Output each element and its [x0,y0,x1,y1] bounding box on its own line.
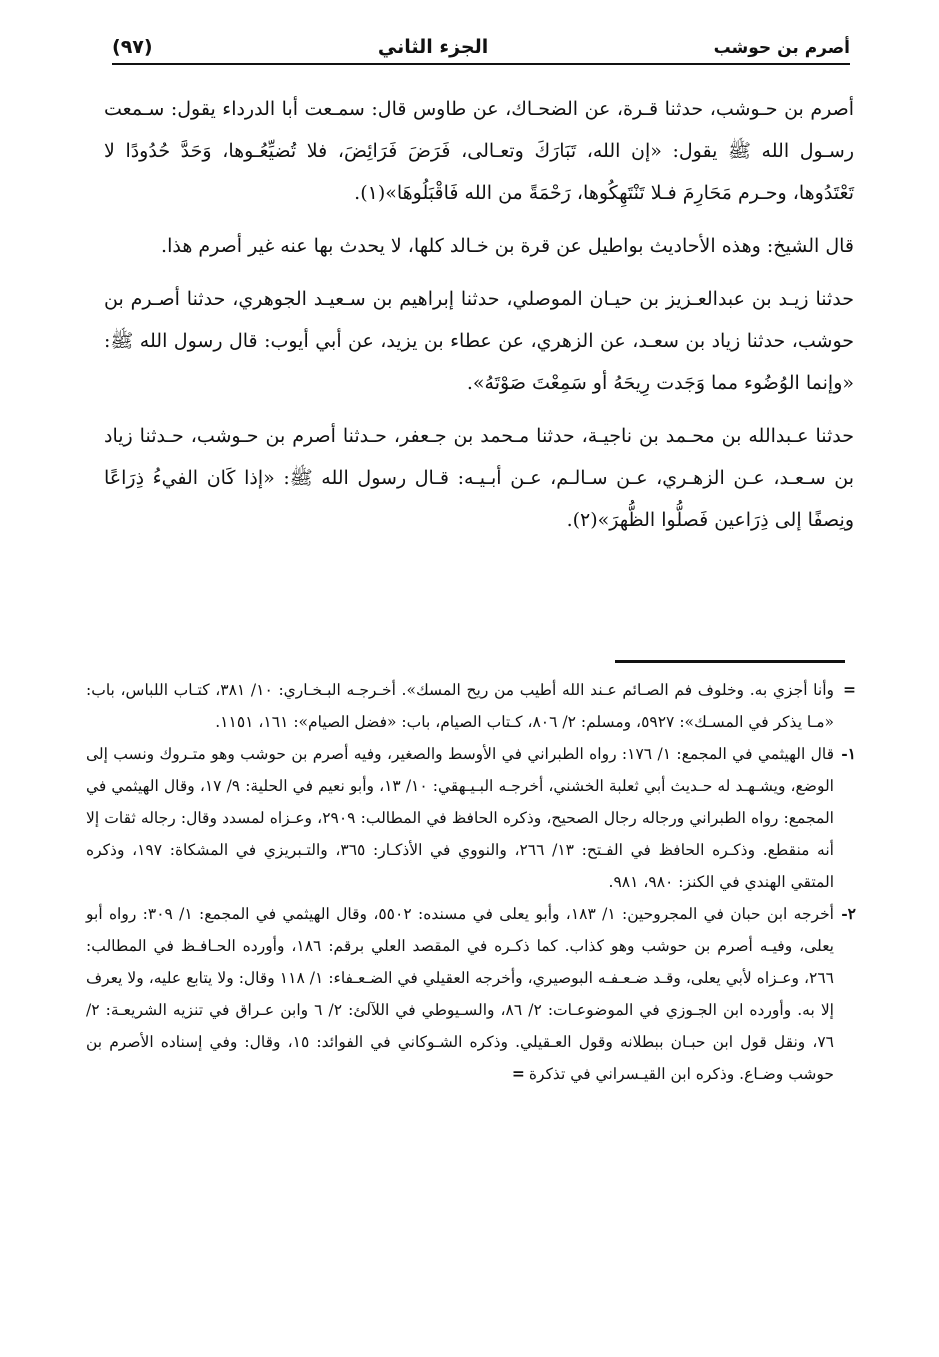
main-text [104,88,854,552]
part-title: الجزء الثاني [377,36,489,58]
footnote-text: قال الهيثمي في المجمع: ١/ ١٧٦: رواه الطبراني في الأوسط والصغير، وفيه أصرم بن حوشب وهو متـروك ونسب إلى الوضع، ويشـهـد له حـديث أبي ثعلبة الخشني، أخرجـه البـيـهقي: ١٠/ ١٣، وأبو نعيم في الحلية: ٩/ ١٧، وقال الهيثمي في المجمع: رواه الطبراني ورجاله رجال الصحيح، وذكره الحافظ في المطالب: ٢٩٠٩، وعـزاه لمسدد وقال: رجاله ثقات إلا أنه منقطع. وذكـره الحافظ في الفـتح: ١٣/ ٢٦٦، والنووي في الأذكـار: ٣٦٥، والتـبريزي في المشكاة: ١٩٧، وذكره المتقي الهندي في الكنز: ٩٨٠، ٩٨١. [86,745,834,891]
paragraph: أصرم بن حـوشب، حدثنا قـرة، عن الضحـاك، عن طاوس قال: سمـعت أبا الدرداء يقول: سـمعت رسـول الله ﷺ يقول: «إن الله، تَبَارَكَ وتعـالى، فَرَضَ فَرَائِضَ، فلا تُضيِّعُـوها، وَحَدَّ حُدُودًا لا تَعْتَدُوها، وحـرم مَحَارِمَ فـلا تَنْتَهِكُوها، رَحْمَةً من الله فَاقْبَلُوهَا»(١). [104,98,854,204]
header-rule [112,63,850,65]
page-header [112,22,850,58]
footnotes [86,674,856,1090]
paragraph: قال الشيخ: وهذه الأحاديث بواطيل عن قرة بن خـالد كلها، لا يحدث بها عنه غير أصرم هذا. [161,235,854,257]
continuation-marker: = [511,1064,525,1083]
footnote-marker: = [843,680,856,699]
footnote [86,674,856,738]
footnote-separator [615,660,845,663]
footnote [86,898,856,1090]
footnote [86,738,856,898]
footnote-marker: ١- [841,744,856,763]
running-title: أصرم بن حوشب [713,38,850,58]
page-number: (٩٧) [112,36,153,58]
footnote-marker: ٢- [841,904,856,923]
paragraph: حدثنا عـبدالله بن محـمد بن ناجيـة، حدثنا مـحمد بن جـعفر، حـدثنا أصرم بن حـوشب، حـدثنا زياد بن سـعـد، عـن الزهـري، عـن سـالـم، عـن أبـيـه: قـال رسول الله ﷺ: «إذا كَان الفيءُ ذِرَاعًا ونِصفًا إلى ذِرَاعين فَصلُّوا الظُّهرَ»(٢). [104,425,854,531]
footnote-text: وأنا أجزي به. وخلوف فم الصـائم عـند الله أطيب من ريح المسك». أخـرجـه البـخـاري: ١٠/ ٣٨١، كتـاب اللباس، باب: «مـا يذكر في المسـك»: ٥٩٢٧، ومسلم: ٢/ ٨٠٦، كـتاب الصيام، باب: «فضل الصيام»: ١٦١، ١١٥١. [86,681,834,731]
paragraph: حدثنا زيـد بن عبدالعـزيز بن حيـان الموصلي، حدثنا إبراهيم بن سـعيـد الجوهري، حدثنا أصـرم بن حوشب، حدثنا زياد بن سعـد، عن الزهري، عن عطاء بن يزيد، عن أبي أيوب: قال رسول الله ﷺ: «وإنما الوُضُوء مما وَجَدت رِيحَهُ أو سَمِعْتَ صَوْتَهُ». [104,288,854,394]
footnote-text: أخرجه ابن حبان في المجروحين: ١/ ١٨٣، وأبو يعلى في مسنده: ٥٥٠٢، وقال الهيثمي في المجمع: ١/ ٣٠٩: رواه أبو يعلى، وفيـه أصرم بن حوشب وهو كذاب. كما ذكـره في المقصد العلي برقم: ١٨٦، وأورده الحـافـظ في المطالب: ٢٦٦، وعـزاه لأبي يعلى، وقـد ضـعـفـه البوصيري، وأخرجه العقيلي في الضـعـفاء: ١/ ١١٨ وقال: ولا يتابع عليه، ولا يعرف إلا به. وأورده ابن الجـوزي في الموضوعـات: ٢/ ٨٦، والسـيوطي في اللآلئ: ٢/ ٦ وابن عـراق في تنزيه الشريعـة: ٢/ ٧٦، ونقل قول ابن حبـان ببطلانه وقول العـقيلي. وذكره الشـوكاني في الفوائد: ١٥، وقال: وفي إسناده الأصرم بن حوشب وضـاع. وذكره ابن القيـسراني في تذكرة [86,905,834,1083]
